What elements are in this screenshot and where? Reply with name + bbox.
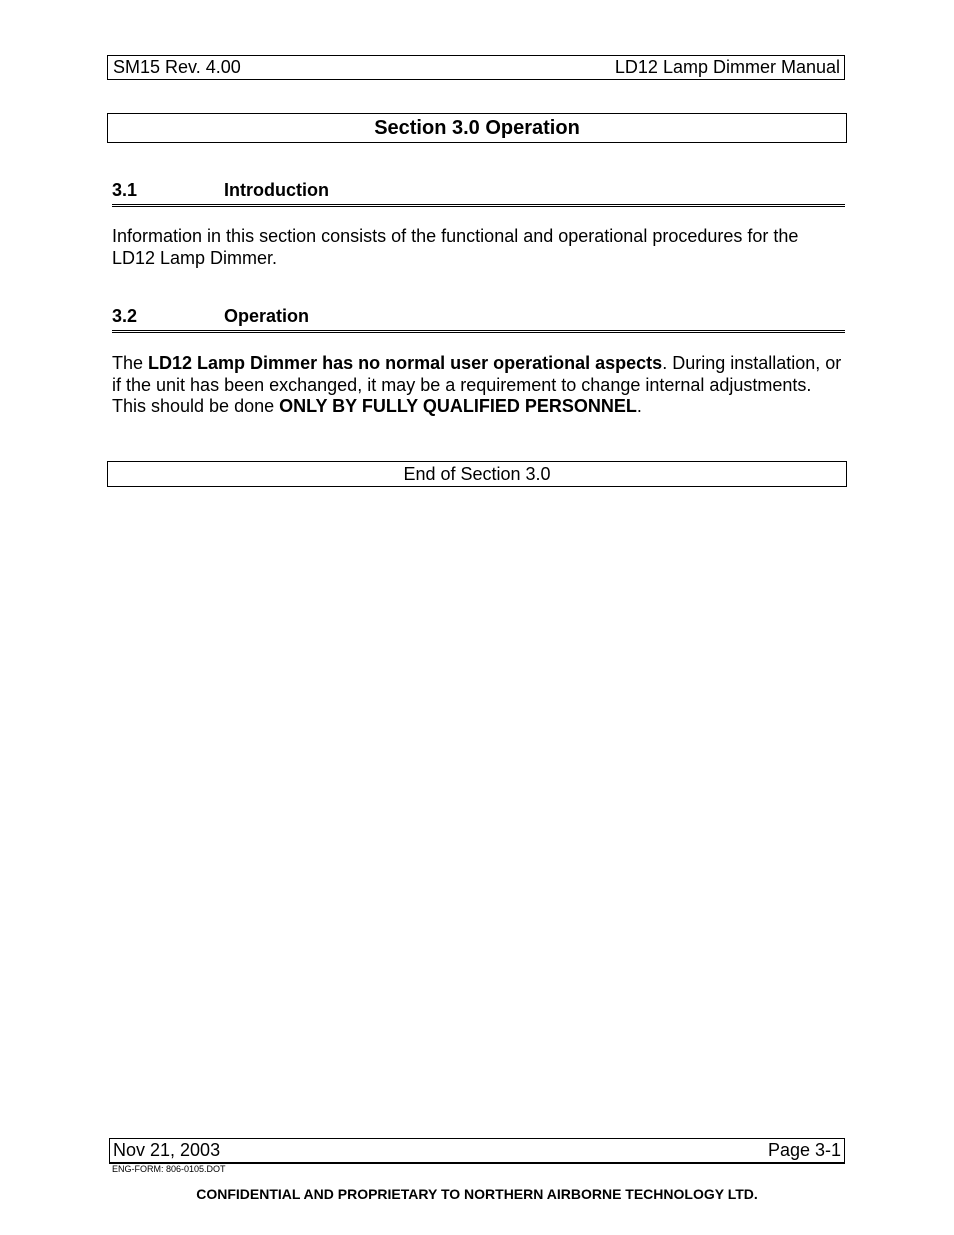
introduction-paragraph: Information in this section consists of the functional and operational procedures for the LD12 Lamp Dimmer. [112, 226, 799, 268]
page-footer [109, 1138, 845, 1164]
subsection-heading-introduction [112, 180, 845, 207]
subsection-number: 3.1 [112, 180, 138, 200]
text-run: . [636, 396, 642, 416]
manual-title: LD12 Lamp Dimmer Manual [614, 57, 840, 77]
end-of-section-text: End of Section 3.0 [403, 463, 551, 484]
subsection-title: Operation [224, 306, 310, 326]
subsection-title: Introduction [224, 180, 329, 200]
subsection-heading-operation [112, 306, 845, 333]
page-header [107, 55, 845, 80]
text-run: . During installation, or if the unit has been exchanged, it may be a requirement to change internal adjustments. This should be done [112, 353, 842, 416]
bold-warning-text: ONLY BY FULLY QUALIFIED PERSONNEL [279, 396, 637, 416]
confidentiality-notice: CONFIDENTIAL AND PROPRIETARY TO NORTHERN AIRBORNE TECHNOLOGY LTD. [196, 1186, 758, 1202]
footer-date: Nov 21, 2003 [113, 1140, 221, 1160]
section-title-text: Section 3.0 Operation [374, 116, 580, 139]
text-run: The [112, 353, 149, 373]
page-number: Page 3-1 [767, 1140, 841, 1160]
end-of-section-box [107, 461, 847, 487]
section-title [107, 113, 847, 143]
bold-text-run: LD12 Lamp Dimmer has no normal user operational aspects [148, 353, 663, 373]
operation-paragraph [112, 353, 845, 418]
form-code: ENG-FORM: 806-0105.DOT [112, 1164, 226, 1174]
subsection-number: 3.2 [112, 306, 138, 326]
document-revision: SM15 Rev. 4.00 [113, 57, 241, 77]
